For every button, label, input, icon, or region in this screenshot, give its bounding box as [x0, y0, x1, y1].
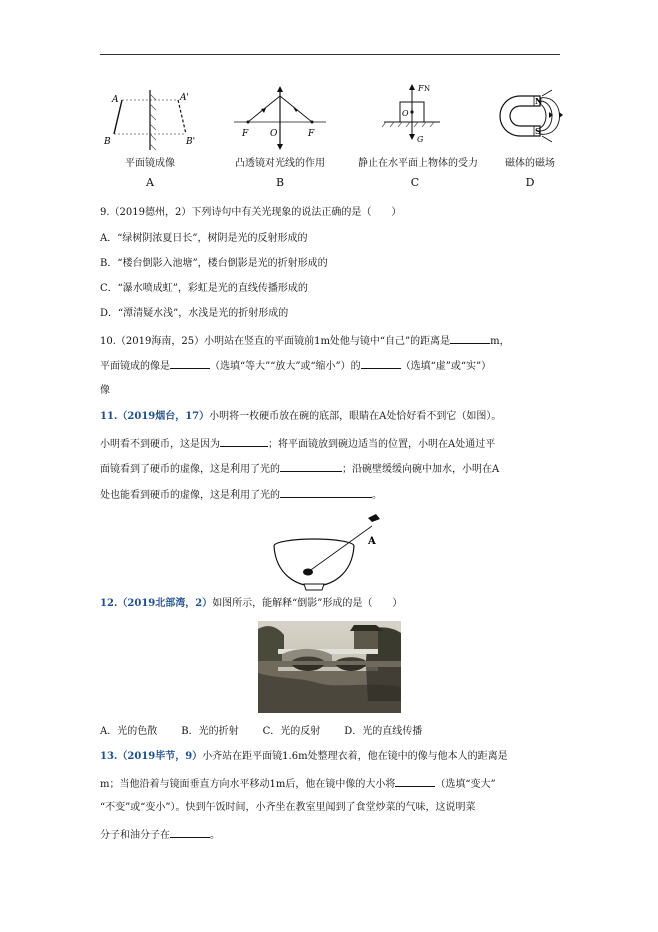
figure-forces: [370, 82, 470, 152]
header-rule: [100, 54, 560, 55]
q11-blank-3[interactable]: [280, 487, 372, 498]
q12-line: 12.（2019北部湾，2）如图所示，能解释“倒影”形成的是（ ）: [100, 598, 403, 609]
q11-line-3: 面镜看到了硬币的虚像，这是利用了光的 ；沿碗壁缓缓向碗中加水，小明在A: [100, 461, 499, 477]
q9-option-b: B．“楼台倒影入池塘”，楼台倒影是光的折射形成的: [100, 258, 328, 269]
q11-line-4: 处也能看到硬币的虚像，这是利用了光的 。: [100, 487, 382, 503]
q9-option-a: A．“绿树阴浓夏日长”，树阴是光的反射形成的: [100, 233, 308, 244]
caption-c: 静止在水平面上物体的受力: [358, 158, 478, 169]
caption-b: 凸透镜对光线的作用: [235, 158, 325, 169]
q10-blank-2[interactable]: [170, 358, 210, 369]
q12-tag: 12.（2019北部湾，2）: [100, 598, 213, 609]
label-a-prime: A': [180, 93, 189, 103]
q10-blank-1[interactable]: [450, 333, 490, 344]
figure-bowl: [268, 512, 392, 592]
q12-option-a: A．光的色散: [100, 726, 158, 737]
bowl-label-a: A: [368, 536, 376, 547]
figure-magnet: [490, 82, 570, 152]
label-force-f: F: [418, 84, 424, 93]
q13-line-2: m；当他沿着与镜面垂直方向水平移动1m后，他在镜中像的大小将 （选填“变大”: [100, 776, 496, 792]
label-gravity-g: G: [417, 135, 424, 144]
q13-tag: 13.（2019毕节，9）: [100, 751, 203, 762]
label-south: S: [535, 126, 541, 136]
q13-line-3: “不变”或“变小”）。快到午饭时间，小齐坐在教室里闻到了食堂炒菜的气味，这说明菜: [100, 802, 476, 813]
letter-a: A: [146, 176, 154, 189]
bridge-reflection-photo: [258, 621, 401, 713]
label-f-right: F: [308, 129, 315, 139]
q12-option-c: C．光的反射: [262, 726, 321, 737]
label-a: A: [112, 95, 119, 105]
figure-plane-mirror: [100, 82, 200, 152]
label-o: O: [270, 129, 278, 139]
q9-option-c: C．“瀑水喷成虹”，彩虹是光的直线传播形成的: [100, 283, 308, 294]
q12-options: [100, 725, 446, 739]
label-f-left: F: [242, 129, 249, 139]
label-north: N: [535, 96, 543, 106]
caption-d: 磁体的磁场: [505, 158, 555, 169]
q13-blank-2[interactable]: [395, 776, 435, 787]
q13-blank-3[interactable]: [170, 827, 210, 838]
letter-b: B: [275, 176, 285, 189]
q13-line-4: 分子和油分子在 。: [100, 827, 220, 843]
q11-tag: 11.（2019烟台，17）: [100, 411, 210, 422]
label-point-o: O: [402, 109, 409, 118]
caption-a: 平面镜成像: [125, 158, 175, 169]
q10-line-3: 像: [100, 385, 110, 396]
q9-stem: 9.（2019德州，2）下列诗句中有关光现象的说法正确的是（ ）: [100, 207, 402, 218]
q11-line-2: 小明看不到硬币，这是因为 ；将平面镜放到碗边适当的位置，小明在A处通过平: [100, 436, 495, 452]
q12-option-d: D．光的直线传播: [344, 726, 423, 737]
q11-line-1: 11.（2019烟台，17）小明将一枚硬币放在碗的底部，眼睛在A处恰好看不到它（如图）。: [100, 411, 502, 422]
letter-d: D: [525, 176, 535, 189]
label-b: B: [104, 137, 111, 147]
q11-blank-2[interactable]: [280, 461, 342, 472]
label-b-prime: B': [186, 137, 196, 147]
figure-convex-lens: [230, 82, 330, 152]
q12-option-b: B．光的折射: [181, 726, 239, 737]
q11-blank-1[interactable]: [220, 436, 268, 447]
q10-blank-3[interactable]: [361, 358, 401, 369]
q13-line-1: 13.（2019毕节，9）小齐站在距平面镜1.6m处整理衣着，他在镜中的像与他本人的距离是: [100, 751, 508, 762]
q10-line-1: 10.（2019海南，25）小明站在竖直的平面镜前1m处他与镜中“自己”的距离是 m，: [100, 333, 510, 349]
letter-c: C: [410, 176, 420, 189]
q9-option-d: D．“潭清疑水浅”，水浅是光的折射形成的: [100, 308, 289, 319]
label-force-n: N: [424, 85, 431, 93]
q10-line-2: 平面镜成的像是 （选填“等大”“放大”或“缩小”）的 （选填“虚”或“实”）: [100, 358, 491, 374]
